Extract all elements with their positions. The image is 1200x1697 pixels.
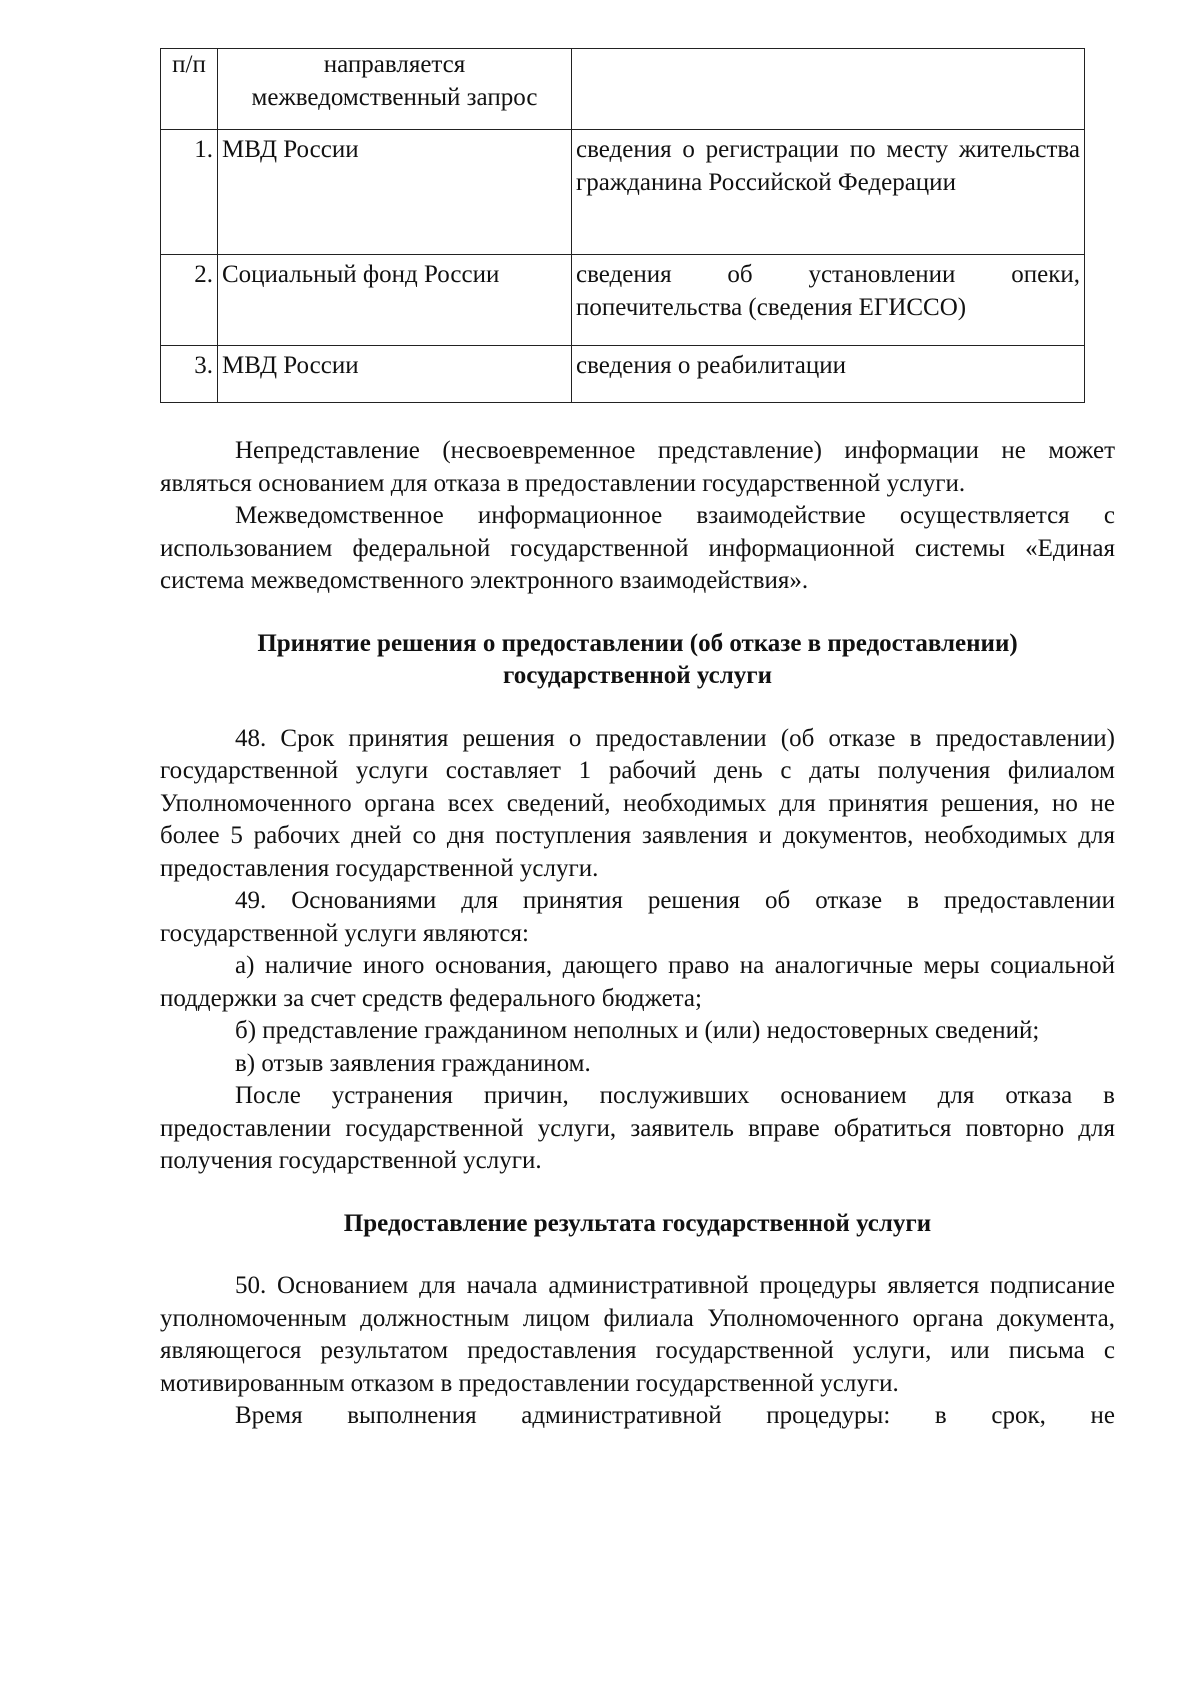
row-org-cell: МВД России [218,130,572,255]
table-row [161,346,1085,403]
paragraph-48: 48. Срок принятия решения о предоставлении (об отказе в предоставлении) государственной услуги составляет 1 рабочий день с даты получения филиалом Уполномоченного органа всех сведений, необходимых для принятия решения, но не более 5 рабочих дней со дня поступления заявления и документов, необходимых для предоставления государственной услуги. [160,724,1115,882]
heading-line: Предоставление результата государственной услуги [343,1209,932,1237]
document-page [160,48,1115,1433]
list-item-b: б) представление гражданином неполных и (или) недостоверных сведений; [235,1017,1040,1044]
header-num-cell: п/п [161,49,218,130]
row-data-cell: сведения о регистрации по месту жительства гражданина Российской Федерации [572,130,1085,255]
paragraph-49: 49. Основаниями для принятия решения об отказе в предоставлении государственной услуги являются: [160,887,1115,947]
paragraph-time: Время выполнения административной процедуры: в срок, не [235,1402,1115,1429]
decision-section [160,723,1115,1178]
row-data-cell: сведения об установлении опеки, попечительства (сведения ЕГИССО) [572,255,1085,346]
row-num-cell: 1. [161,130,218,255]
table-row [161,255,1085,346]
row-org-cell: МВД России [218,346,572,403]
interagency-request-table [160,48,1085,403]
section-heading-result [160,1208,1115,1241]
list-item-a: а) наличие иного основания, дающего право на аналогичные меры социальной поддержки за счет средств федерального бюджета; [160,952,1115,1012]
table-row [161,130,1085,255]
list-item-v: в) отзыв заявления гражданином. [235,1049,591,1077]
result-section [160,1270,1115,1433]
section-heading-decision [160,628,1115,693]
row-org-cell: Социальный фонд России [218,255,572,346]
header-org-cell: направляется межведомственный запрос [218,49,572,130]
row-data-cell: сведения о реабилитации [572,346,1085,403]
paragraph-50: 50. Основанием для начала административной процедуры является подписание уполномоченным должностным лицом филиала Уполномоченного органа документа, являющегося результатом предоставления государственной услуги, или письма с мотивированным отказом в предоставлении государственной услуги. [160,1272,1115,1397]
heading-line: Принятие решения о предоставлении (об отказе в предоставлении) [257,629,1018,657]
paragraph-interaction: Межведомственное информационное взаимодействие осуществляется с использованием федеральной государственной информационной системы «Единая система межведомственного электронного взаимодействия». [160,502,1115,594]
row-num-cell: 3. [161,346,218,403]
table-header-row [161,49,1085,130]
header-data-cell [572,49,1085,130]
heading-line: государственной услуги [502,662,773,689]
row-num-cell: 2. [161,255,218,346]
paragraph-after-removal: После устранения причин, послуживших основанием для отказа в предоставлении государственной услуги, заявитель вправе обратиться повторно для получения государственной услуги. [160,1082,1115,1174]
body-section [160,435,1115,598]
paragraph-nonsubmission: Непредставление (несвоевременное представление) информации не может являться основанием для отказа в предоставлении государственной услуги. [160,437,1115,497]
